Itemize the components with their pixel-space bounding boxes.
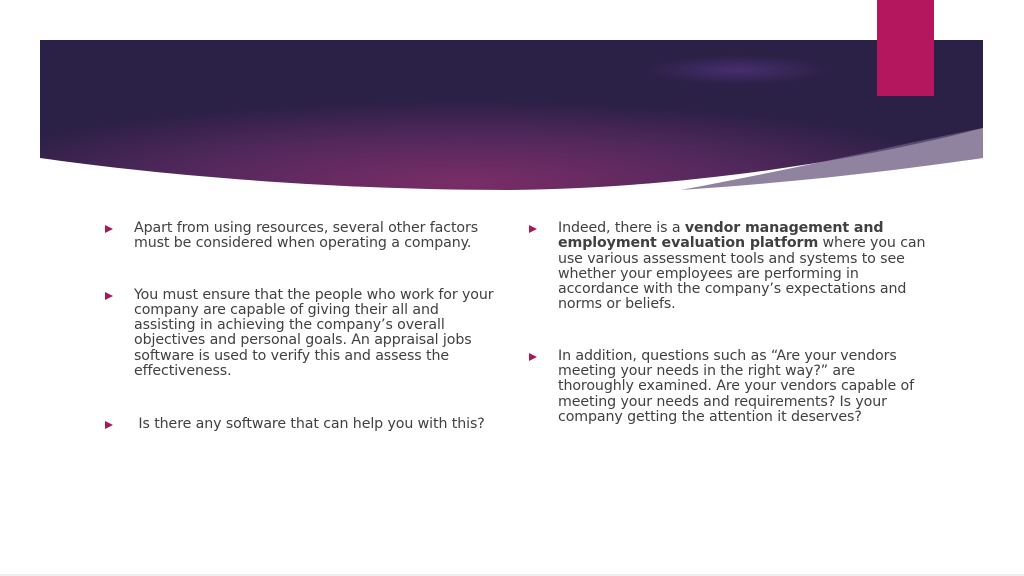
bullet-item [529,349,929,425]
title-banner [40,40,983,190]
banner-graphic [40,40,983,190]
bullet-arrow-icon [529,225,537,233]
bullet-text: You must ensure that the people who work for your company are capable of giving their all and assisting in achieving the company’s overall objectives and personal goals. An appraisal jobs software is used to verify this and assess the effectiveness. [134,286,494,380]
bullet-arrow-icon [105,421,113,429]
left-column [105,221,500,433]
accent-tab [877,0,934,96]
bullet-arrow-icon [529,353,537,361]
bullet-item [105,417,500,432]
right-column [529,221,929,425]
bullet-text-prefix: Indeed, there is a [558,220,685,236]
bullet-text: Is there any software that can help you with this? [134,416,485,433]
bullet-text: In addition, questions such as “Are your vendors meeting your needs in the right way?” are thoroughly examined. Are your vendors capable of meeting your needs and requirements? Is your company getting the attention it deserves? [558,347,915,425]
bullet-arrow-icon [105,292,113,300]
bullet-item [105,288,500,380]
bullet-arrow-icon [105,225,113,233]
bullet-item [529,221,929,313]
bullet-item [105,221,500,252]
bullet-text-suffix: where you can use various assessment tools and systems to see whether your employees are performing in accordance with the company’s expectations and norms or beliefs. [558,235,926,313]
bullet-text-bold: vendor management and employment evaluation platform [558,220,884,252]
bullet-text: Apart from using resources, several other factors must be considered when operating a company. [134,220,479,252]
